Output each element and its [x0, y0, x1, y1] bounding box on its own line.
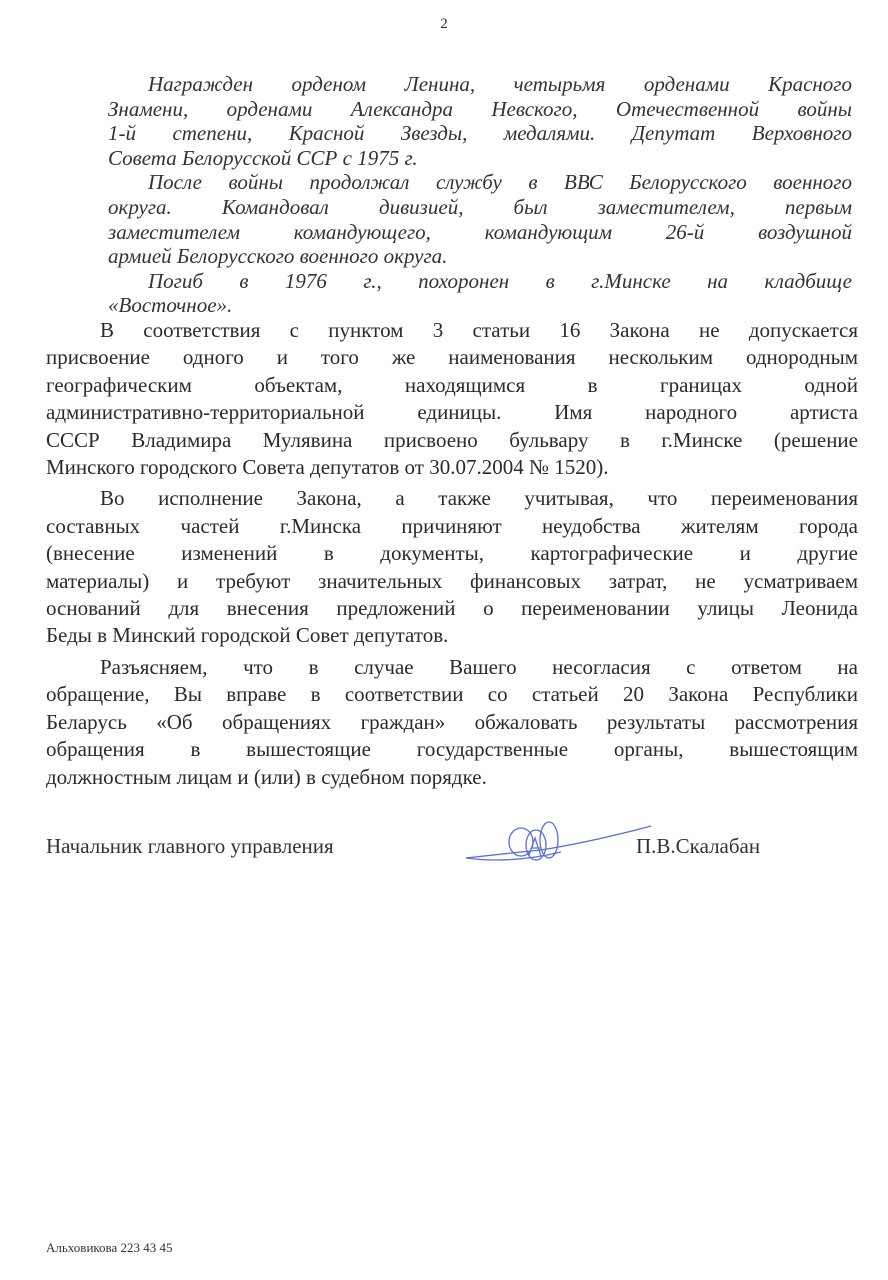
text-line: В соответствия с пунктом 3 статьи 16 Закона не допускается: [100, 318, 858, 342]
text-line: присвоение одного и того же наименования нескольким однородным: [46, 345, 858, 370]
text-line: материалы) и требуют значительных финансовых затрат, не усматриваем: [46, 568, 858, 593]
signatory-title: Начальник главного управления: [46, 834, 334, 858]
text-line: Разъясняем, что в случае Вашего несогласия с ответом на: [100, 654, 858, 679]
text-line: Знамени, орденами Александра Невского, Отечественной войны: [108, 96, 852, 121]
text-line: округа. Командовал дивизией, был заместителем, первым: [108, 194, 852, 219]
text-line: Минского городского Совета депутатов от 30.07.2004 № 1520).: [46, 455, 609, 480]
text-line: После войны продолжал службу в ВВС Белорусского военного: [148, 170, 852, 195]
letter-body: [46, 317, 858, 791]
text-line: оснований для внесения предложений о переименовании улицы Леонида: [46, 596, 858, 621]
text-line: СССР Владимира Мулявина присвоено бульвару в г.Минске (решение: [46, 427, 858, 452]
biography-section: [108, 72, 852, 318]
text-line: составных частей г.Минска причиняют неудобства жителям города: [46, 513, 858, 538]
text-line: Во исполнение Закона, а также учитывая, что переименования: [100, 486, 858, 511]
page-number: 2: [440, 16, 448, 32]
text-line: армией Белорусского военного округа.: [108, 244, 448, 269]
text-line: обращение, Вы вправе в соответствии со статьей 20 Закона Республики: [46, 682, 858, 707]
text-line: заместителем командующего, командующим 26-й воздушной: [108, 219, 852, 244]
text-line: должностным лицам и (или) в судебном порядке.: [46, 764, 487, 789]
text-line: Совета Белорусской ССР с 1975 г.: [108, 145, 418, 170]
executor-contact: Альховикова 223 43 45: [46, 1240, 173, 1255]
text-line: Погиб в 1976 г., похоронен в г.Минске на кладбище: [148, 268, 852, 293]
text-line: Награжден орденом Ленина, четырьмя орденами Красного: [148, 72, 852, 96]
text-line: Беларусь «Об обращениях граждан» обжаловать результаты рассмотрения: [46, 709, 858, 734]
signatory-name: П.В.Скалабан: [636, 834, 761, 858]
text-line: обращения в вышестоящие государственные органы, вышестоящим: [46, 737, 858, 762]
text-line: «Восточное».: [108, 293, 233, 318]
text-line: Беды в Минский городской Совет депутатов.: [46, 623, 449, 648]
text-line: географическим объектам, находящимся в границах одной: [46, 372, 858, 397]
handwritten-signature-icon: [461, 820, 661, 870]
text-line: 1-й степени, Красной Звезды, медалями. Депутат Верховного: [108, 121, 852, 146]
text-line: (внесение изменений в документы, картографические и другие: [46, 541, 858, 566]
text-line: административно-территориальной единицы. Имя народного артиста: [46, 400, 858, 425]
